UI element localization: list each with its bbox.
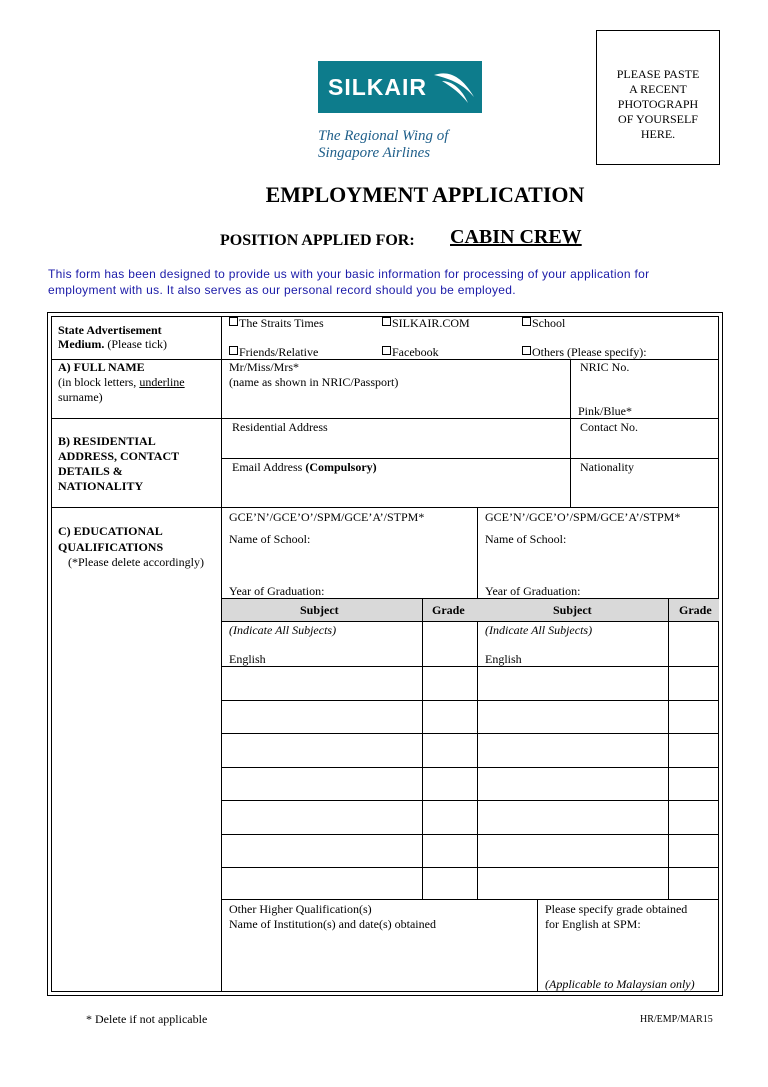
option-school[interactable]: School [522, 316, 565, 330]
exam-type-right[interactable]: GCE’N’/GCE’O’/SPM/GCE’A’/STPM* [485, 510, 681, 524]
option-facebook[interactable]: Facebook [382, 345, 439, 359]
footer-note: * Delete if not applicable [86, 1012, 208, 1026]
exam-type-left[interactable]: GCE’N’/GCE’O’/SPM/GCE’A’/STPM* [229, 510, 425, 524]
checkbox-icon[interactable] [229, 346, 238, 355]
graduation-year-right[interactable]: Year of Graduation: [485, 584, 581, 598]
grade-header-left: Grade [432, 603, 465, 617]
photo-line: HERE. [640, 127, 676, 141]
full-name-note-2: surname) [58, 390, 103, 404]
institution-note: Name of Institution(s) and date(s) obtained [229, 917, 436, 931]
position-value: CABIN CREW [450, 226, 582, 248]
checkbox-icon[interactable] [382, 317, 391, 326]
english-subject-right: English [485, 652, 522, 666]
nric-colour-field[interactable]: Pink/Blue* [578, 404, 633, 418]
full-name-note: (in block letters, underline [58, 375, 185, 389]
tagline-line-1: The Regional Wing of [318, 128, 449, 144]
checkbox-icon[interactable] [382, 346, 391, 355]
english-subject-left: English [229, 652, 266, 666]
photo-line: PLEASE PASTE [616, 67, 700, 81]
bird-icon [432, 67, 476, 107]
intro-text [48, 266, 728, 298]
education-label: C) EDUCATIONAL [58, 524, 163, 538]
nric-field[interactable]: NRIC No. [580, 360, 630, 374]
other-qualifications-field[interactable]: Other Higher Qualification(s) [229, 902, 372, 916]
subject-header-right: Subject [553, 603, 592, 617]
residential-label: B) RESIDENTIAL ADDRESS, CONTACT DETAILS & NATIONALITY [58, 434, 180, 493]
tagline-line-2: Singapore Airlines [318, 145, 431, 161]
name-nric-note: (name as shown in NRIC/Passport) [229, 375, 399, 389]
malaysian-only-note: (Applicable to Malaysian only) [545, 977, 695, 991]
logo-tagline [318, 128, 498, 162]
graduation-year-left[interactable]: Year of Graduation: [229, 584, 325, 598]
email-field[interactable]: Email Address (Compulsory) [232, 460, 377, 474]
option-others[interactable]: Others (Please specify): [522, 345, 647, 359]
full-name-label: A) FULL NAME [58, 360, 145, 374]
residential-address-field[interactable]: Residential Address [232, 420, 328, 434]
spm-english-grade-field[interactable]: Please specify grade obtained [545, 902, 688, 916]
form-code: HR/EMP/MAR15 [640, 1014, 713, 1025]
nationality-field[interactable]: Nationality [580, 460, 634, 474]
option-silkair-com[interactable]: SILKAIR.COM [382, 316, 470, 330]
salutation-field[interactable]: Mr/Miss/Mrs* [229, 360, 300, 374]
photo-line: OF YOURSELF [618, 112, 698, 126]
subject-header-left: Subject [300, 603, 339, 617]
silkair-logo [318, 61, 482, 113]
photo-placeholder [596, 30, 720, 165]
checkbox-icon[interactable] [522, 346, 531, 355]
position-label: POSITION APPLIED FOR: [220, 232, 415, 249]
checkbox-icon[interactable] [229, 317, 238, 326]
checkbox-icon[interactable] [522, 317, 531, 326]
spm-english-note: for English at SPM: [545, 917, 641, 931]
contact-no-field[interactable]: Contact No. [580, 420, 638, 434]
intro-line-1: This form has been designed to provide us with your basic information for processing of your application for [48, 267, 650, 281]
option-friends-relative[interactable]: Friends/Relative [229, 345, 318, 359]
photo-line: PHOTOGRAPH [617, 97, 699, 111]
indicate-note-left: (Indicate All Subjects) [229, 623, 337, 637]
indicate-note-right: (Indicate All Subjects) [485, 623, 593, 637]
option-straits-times[interactable]: The Straits Times [229, 316, 324, 330]
advert-label: State Advertisement [58, 323, 162, 337]
page-title: EMPLOYMENT APPLICATION [265, 182, 585, 207]
education-label-2: QUALIFICATIONS [58, 540, 164, 554]
advert-label-2: Medium. (Please tick) [58, 337, 167, 351]
photo-line: A RECENT [629, 82, 687, 96]
grade-header-right: Grade [679, 603, 712, 617]
education-note: (*Please delete accordingly) [68, 555, 204, 569]
school-name-left[interactable]: Name of School: [229, 532, 311, 546]
logo-wordmark: SILKAIR [328, 74, 427, 100]
school-name-right[interactable]: Name of School: [485, 532, 567, 546]
intro-line-2: employment with us. It also serves as our personal record should you be employed. [48, 283, 516, 297]
